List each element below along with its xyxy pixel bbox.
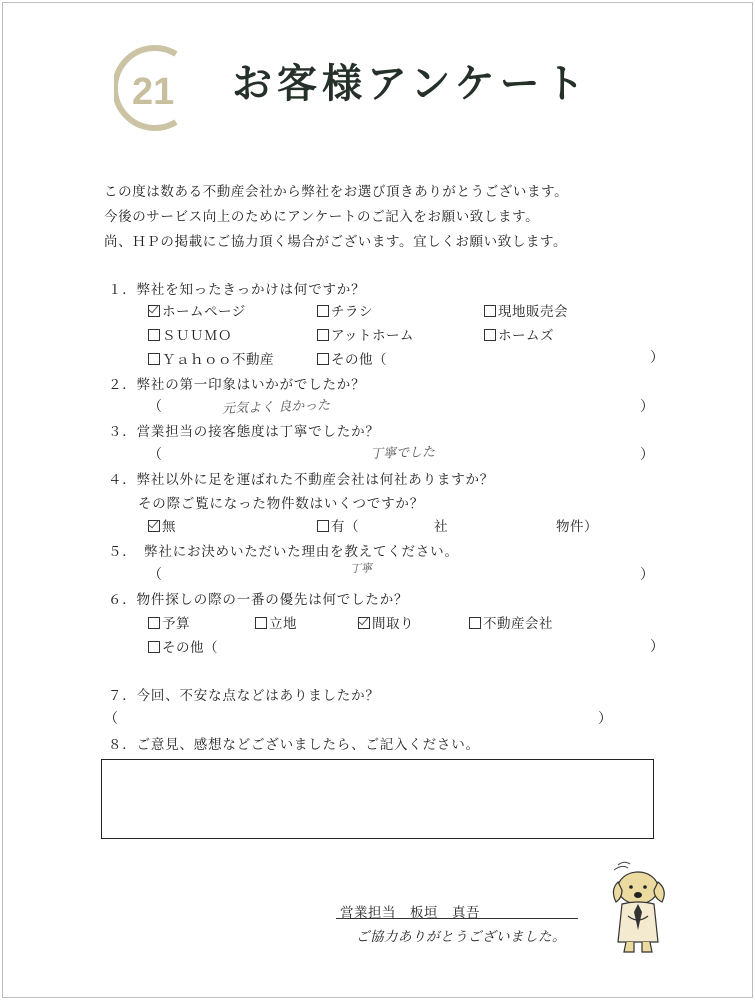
thanks-message: ご協力ありがとうございました。: [356, 929, 566, 945]
q7-open-paren: （: [104, 711, 118, 727]
q4-option-none[interactable]: 無: [148, 515, 176, 535]
q1-option-suumo[interactable]: ＳＵＵＭＯ: [148, 324, 232, 344]
checkbox-checked[interactable]: [148, 520, 160, 532]
q1-option-yahoo[interactable]: Ｙａｈｏｏ不動産: [148, 348, 274, 368]
staff-name: 板垣 真吾: [410, 905, 480, 921]
signature-underline: [336, 918, 578, 919]
q1-option-homepage[interactable]: ホームページ: [148, 300, 246, 320]
q6-option-other[interactable]: その他（: [148, 636, 218, 656]
staff-label: 営業担当: [340, 905, 396, 921]
q6-other-close-paren: ）: [650, 639, 664, 655]
checkbox[interactable]: [484, 329, 496, 341]
intro-line-3: 尚、ＨＰの掲載にご協力頂く場合がございます。宜しくお願い致します。: [104, 234, 568, 250]
q5-open-paren: （: [148, 567, 162, 583]
question-4-sub: その際ご覧になった物件数はいくつですか？: [138, 496, 424, 512]
question-7: ７．今回、不安な点などはありましたか？: [108, 688, 380, 704]
question-4: ４．弊社以外に足を運ばれた不動産会社は何社ありますか？: [108, 472, 495, 488]
checkbox[interactable]: [255, 617, 267, 629]
page-title: お客様アンケート: [232, 61, 590, 107]
checkbox[interactable]: [148, 617, 160, 629]
q1-option-open-house[interactable]: 現地販売会: [484, 300, 568, 320]
q5-answer[interactable]: 丁寧: [349, 561, 373, 576]
checkbox[interactable]: [148, 329, 160, 341]
question-6: ６．物件探しの際の一番の優先は何でしたか？: [108, 592, 409, 608]
checkbox-checked[interactable]: [148, 305, 160, 317]
checkbox[interactable]: [317, 520, 329, 532]
q2-close-paren: ）: [640, 399, 654, 415]
q7-close-paren: ）: [598, 711, 612, 727]
checkbox[interactable]: [484, 305, 496, 317]
q4-option-yes[interactable]: 有（: [317, 515, 359, 535]
q6-option-budget[interactable]: 予算: [148, 612, 190, 632]
q4-company-unit: 社: [434, 519, 448, 535]
century21-logo: [114, 40, 200, 136]
checkbox[interactable]: [317, 305, 329, 317]
q6-option-location[interactable]: 立地: [255, 612, 297, 632]
checkbox[interactable]: [317, 353, 329, 365]
q1-option-athome[interactable]: アットホーム: [317, 324, 414, 344]
dog-mascot-icon: [608, 860, 670, 956]
checkbox-checked[interactable]: [358, 617, 370, 629]
q2-open-paren: （: [148, 399, 162, 415]
q1-option-flyer[interactable]: チラシ: [317, 300, 373, 320]
logo-text: 21: [132, 71, 175, 113]
intro-line-2: 今後のサービス向上のためにアンケートのご記入をお願い致します。: [104, 209, 540, 225]
question-5: ５． 弊社にお決めいただいた理由を教えてください。: [108, 544, 459, 560]
q3-close-paren: ）: [640, 447, 654, 463]
q3-answer[interactable]: 丁寧でした: [369, 444, 436, 463]
q4-property-unit: 物件）: [556, 519, 598, 535]
question-3: ３．営業担当の接客態度は丁寧でしたか？: [108, 424, 380, 440]
question-2: ２．弊社の第一印象はいかがでしたか？: [108, 377, 366, 393]
q6-option-agency[interactable]: 不動産会社: [469, 612, 553, 632]
q1-option-homes[interactable]: ホームズ: [484, 324, 554, 344]
checkbox[interactable]: [148, 641, 160, 653]
q2-answer[interactable]: 元気よく 良かった: [221, 398, 331, 417]
question-8: ８．ご意見、感想などございましたら、ご記入ください。: [108, 737, 480, 753]
q3-open-paren: （: [148, 447, 162, 463]
question-1: １．弊社を知ったきっかけは何ですか？: [108, 282, 366, 298]
q5-close-paren: ）: [640, 567, 654, 583]
comment-textarea[interactable]: [101, 759, 654, 839]
q6-option-layout[interactable]: 間取り: [358, 612, 414, 632]
checkbox[interactable]: [148, 353, 160, 365]
checkbox[interactable]: [317, 329, 329, 341]
q1-option-other[interactable]: その他（: [317, 348, 387, 368]
intro-line-1: この度は数ある不動産会社から弊社をお選び頂きありがとうございます。: [104, 184, 569, 200]
checkbox[interactable]: [469, 617, 481, 629]
q1-other-close-paren: ）: [650, 350, 664, 366]
